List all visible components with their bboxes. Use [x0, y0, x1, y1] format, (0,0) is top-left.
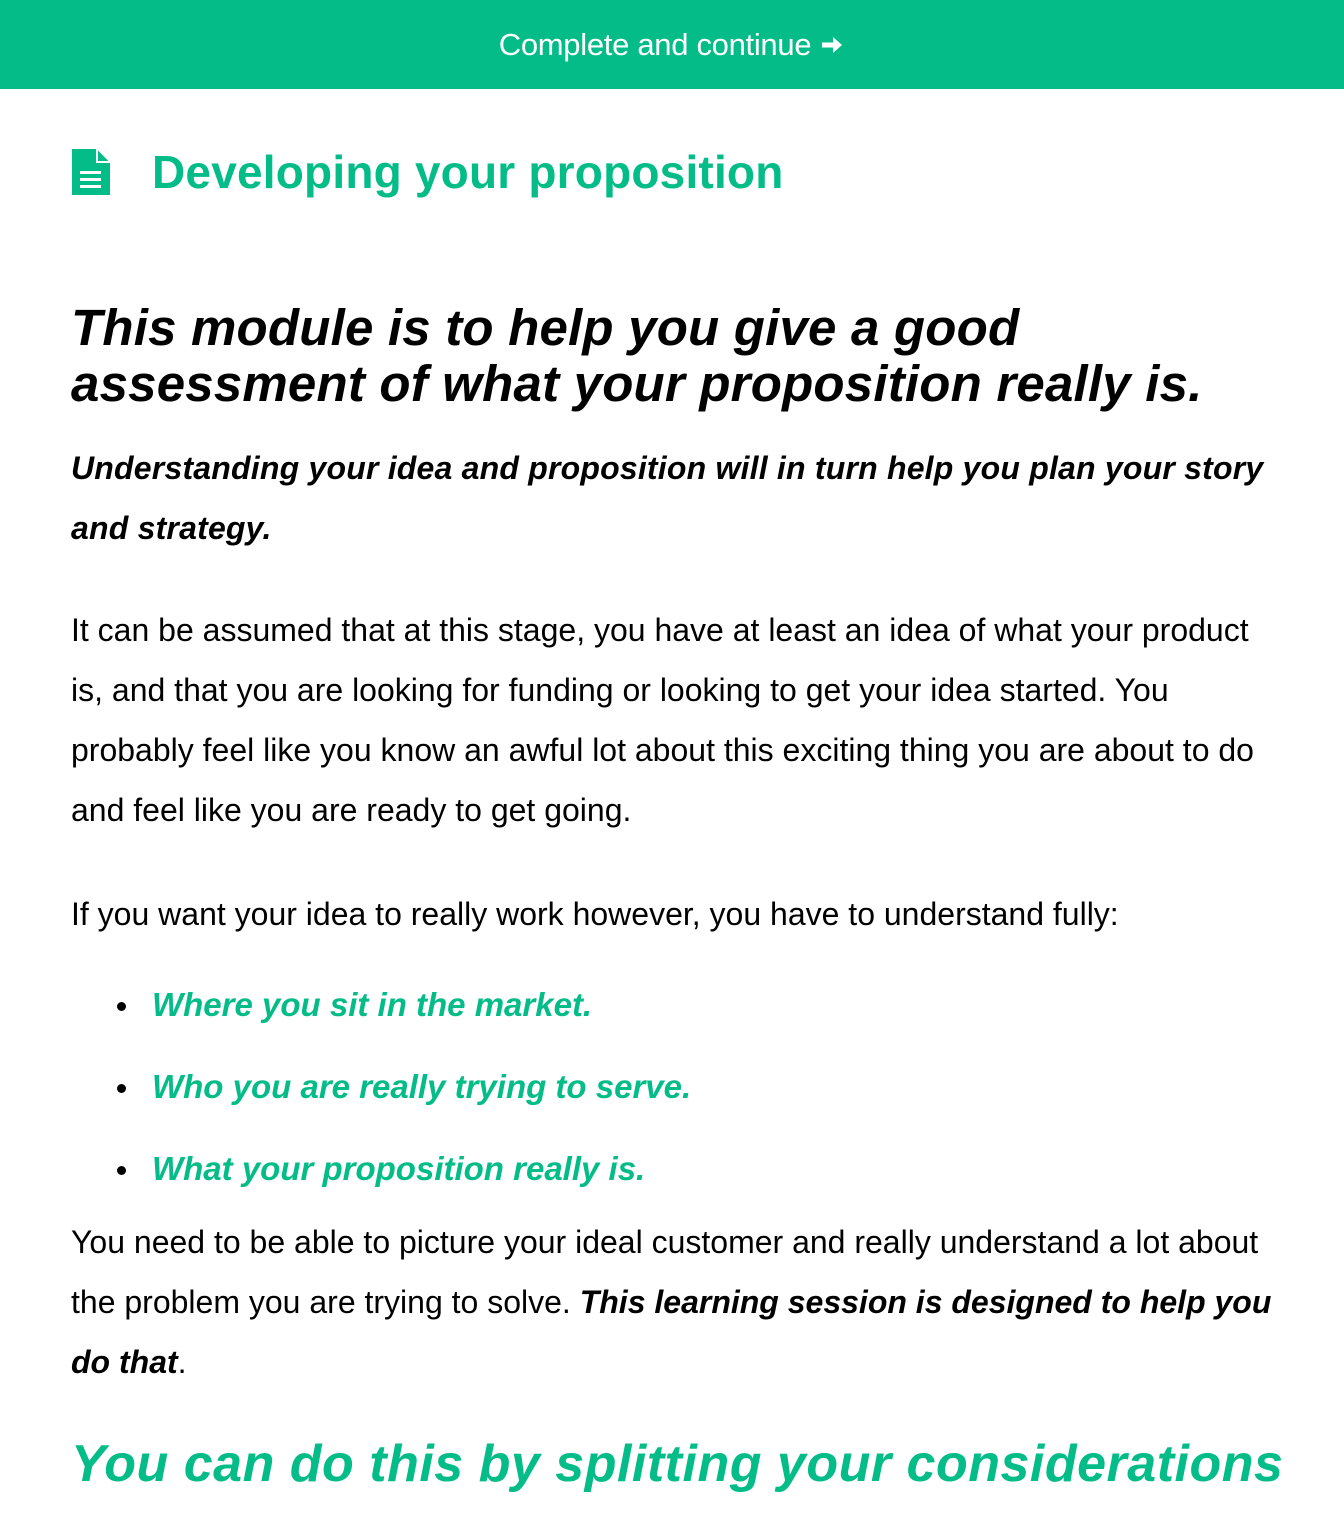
paragraph-assumption: It can be assumed that at this stage, you have at least an idea of what your product is, and that you are looking for funding or looking to get your idea started. You probably feel like you know an awful lot about this exciting thing you are about to do and feel like you are ready to get going.	[71, 612, 1254, 828]
list-item: Where you sit in the market.	[152, 984, 1281, 1026]
lesson-title: Developing your proposition	[152, 146, 784, 198]
section-heading: You can do this by splitting your considerations	[71, 1435, 1284, 1493]
intro-heading: This module is to help you give a good assessment of what your proposition really is.	[71, 299, 1203, 412]
key-points-list	[71, 984, 1281, 1190]
list-item: What your proposition really is.	[152, 1148, 1281, 1190]
intro-subheading: Understanding your idea and proposition will in turn help you plan your story and strategy.	[71, 450, 1264, 546]
lesson-content	[71, 299, 1284, 1494]
paragraph-understand-fully: If you want your idea to really work however, you have to understand fully:	[71, 896, 1119, 932]
paragraph-ideal-customer-text: You need to be able to picture your ideal customer and really understand a lot about the problem you are trying to solve.	[71, 1224, 1259, 1320]
document-icon	[70, 147, 112, 197]
complete-and-continue-button[interactable]	[0, 0, 1344, 89]
paragraph-ideal-customer	[71, 1212, 1281, 1392]
paragraph-emphasis: This learning session is designed to help you do that	[71, 1284, 1272, 1380]
lesson-header	[70, 144, 784, 200]
arrow-right-icon	[819, 32, 845, 58]
complete-and-continue-label: Complete and continue	[498, 26, 812, 62]
list-item: Who you are really trying to serve.	[152, 1066, 1281, 1108]
complete-and-continue-content	[499, 27, 846, 63]
paragraph-end-punctuation: .	[177, 1344, 187, 1380]
